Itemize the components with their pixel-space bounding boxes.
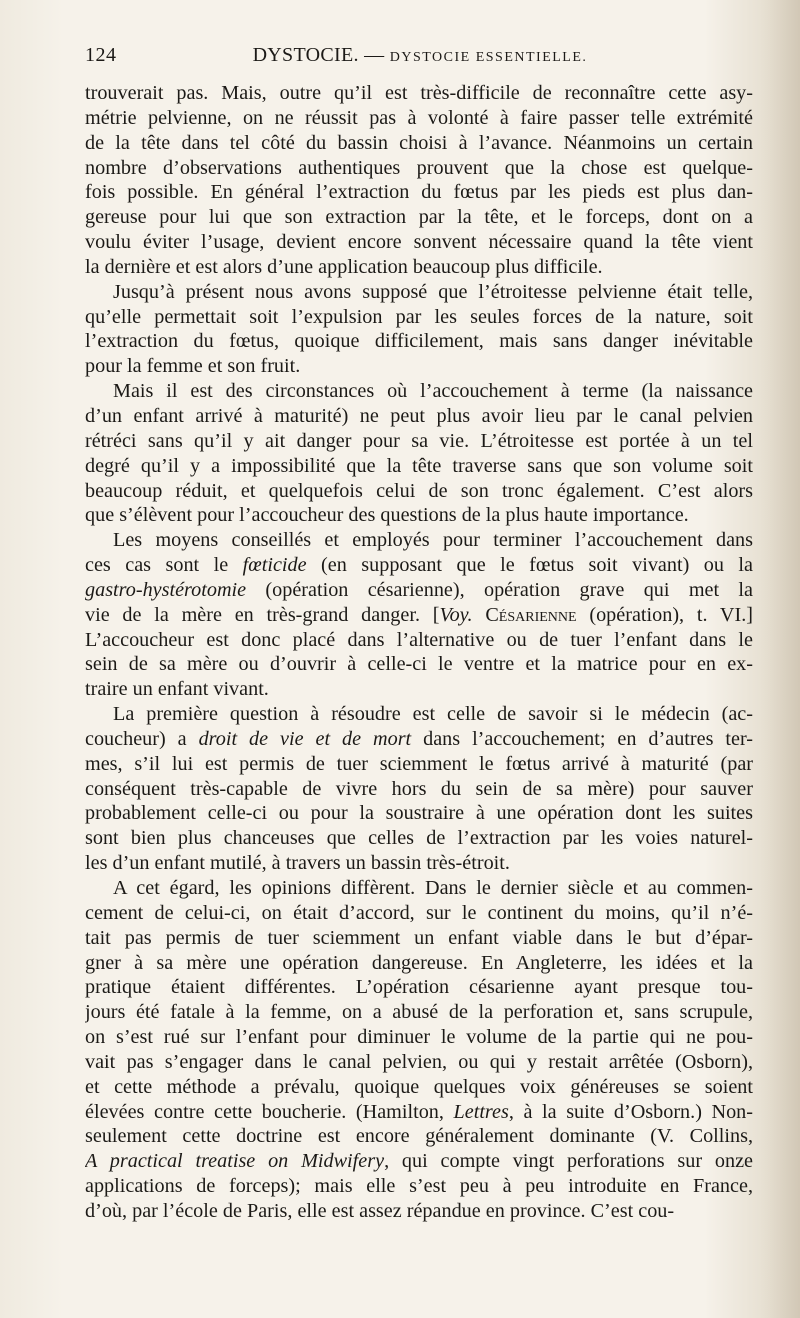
text-line bbox=[85, 1199, 753, 1224]
text-line bbox=[85, 230, 753, 255]
running-head-dash: — bbox=[364, 44, 385, 66]
italic-text: Voy. bbox=[439, 603, 473, 626]
line-text: tait pas permis de tuer sciemment un enfant viable dans le but d’épar- bbox=[85, 926, 753, 949]
text-line bbox=[85, 727, 753, 752]
line-text: jours été fatale à la femme, on a abusé de la perforation et, sans scrupule, bbox=[85, 1001, 753, 1024]
text-line bbox=[85, 1124, 753, 1149]
text-line bbox=[85, 851, 753, 876]
text-line bbox=[85, 752, 753, 777]
line-text-end: (en supposant que le fœtus soit vivant) ou la bbox=[306, 554, 753, 577]
line-text: probablement celle-ci ou pour la soustraire à une opération dont les suites bbox=[85, 802, 753, 825]
line-text: nombre d’observations authentiques prouvent que la chose est quelque- bbox=[85, 156, 753, 179]
line-text-start: élevées contre cette boucherie. (Hamilton, bbox=[85, 1100, 454, 1123]
line-text: d’un enfant arrivé à maturité) ne peut plus avoir lieu par le canal pelvien bbox=[85, 404, 753, 427]
text-line bbox=[85, 1000, 753, 1025]
text-line bbox=[85, 81, 753, 106]
line-text: de la tête dans tel côté du bassin choisi à l’avance. Néanmoins un certain bbox=[85, 131, 753, 154]
text-line bbox=[85, 1174, 753, 1199]
line-text-start: ces cas sont le bbox=[85, 554, 243, 577]
text-line bbox=[85, 1100, 753, 1125]
text-line bbox=[85, 429, 753, 454]
line-text: et cette méthode a prévalu, quoique quelques voix généreuses se soient bbox=[85, 1075, 753, 1098]
line-text: sont bien plus chanceuses que celles de l’extraction par les voies naturel- bbox=[85, 827, 753, 850]
line-text: traire un enfant vivant. bbox=[85, 678, 269, 701]
line-text: A cet égard, les opinions diffèrent. Dans le dernier siècle et au commen- bbox=[113, 877, 753, 899]
line-text: on s’est rué sur l’enfant pour diminuer le volume de la partie qui ne pou- bbox=[85, 1026, 753, 1049]
line-text: Mais il est des circonstances où l’accouchement à terme (la naissance bbox=[113, 380, 753, 403]
line-text: Jusqu’à présent nous avons supposé que l’étroitesse pelvienne était telle, bbox=[113, 280, 753, 303]
text-line bbox=[85, 205, 753, 230]
line-text: La première question à résoudre est celle de savoir si le médecin (ac- bbox=[113, 703, 753, 726]
line-text: métrie pelvienne, on ne réussit pas à volonté à faire passer telle extrémité bbox=[85, 106, 753, 129]
line-text: cement de celui-ci, on était d’accord, sur le continent du moins, qu’il n’é- bbox=[85, 901, 753, 924]
text-line bbox=[85, 479, 753, 504]
text-line bbox=[85, 603, 753, 628]
line-text: les d’un enfant mutilé, à travers un bassin très-étroit. bbox=[85, 852, 510, 875]
text-line bbox=[85, 951, 753, 976]
text-line bbox=[85, 876, 753, 901]
line-text: gereuse pour lui que son extraction par la tête, et le forceps, dont on a bbox=[85, 206, 753, 229]
text-line bbox=[85, 106, 753, 131]
line-text: voulu éviter l’usage, devient encore sonvent nécessaire quand la tête vient bbox=[85, 231, 753, 254]
line-text: trouverait pas. Mais, outre qu’il est très-difficile de reconnaître cette asy- bbox=[85, 82, 753, 104]
line-text: qu’elle permettait soit l’expulsion par les seules forces de la nature, soit bbox=[85, 305, 753, 328]
text-line bbox=[85, 901, 753, 926]
line-text: d’où, par l’école de Paris, elle est assez répandue en province. C’est cou- bbox=[85, 1199, 675, 1222]
line-text: applications de forceps); mais elle s’est peu à peu introduite en France, bbox=[85, 1175, 753, 1198]
line-text: degré qu’il y a impossibilité que la tête traverse sans que son volume soit bbox=[85, 454, 753, 477]
page-header bbox=[85, 44, 755, 74]
italic-text: gastro-hystérotomie bbox=[85, 578, 247, 601]
text-line bbox=[85, 329, 753, 354]
text-line bbox=[85, 628, 753, 653]
italic-text: Lettres bbox=[453, 1100, 509, 1123]
page-edge-shadow bbox=[760, 0, 800, 1318]
text-line bbox=[85, 652, 753, 677]
text-line bbox=[85, 926, 753, 951]
text-line bbox=[85, 578, 753, 603]
text-line bbox=[85, 677, 753, 702]
body-text bbox=[85, 81, 753, 1224]
line-text: pour la femme et son fruit. bbox=[85, 355, 301, 378]
line-text: gner à sa mère une opération dangereuse. En Angleterre, les idées et la bbox=[85, 951, 753, 974]
text-line bbox=[85, 305, 753, 330]
text-line bbox=[85, 280, 753, 305]
text-line bbox=[85, 826, 753, 851]
text-line bbox=[85, 180, 753, 205]
line-text: vait pas s’engager dans le canal pelvien, ou qui y restait arrêtée (Osborn), bbox=[85, 1050, 753, 1073]
line-text: la dernière et est alors d’une application beaucoup plus difficile. bbox=[85, 255, 603, 278]
line-text-end: (opération), t. VI.] bbox=[576, 603, 753, 626]
page-number: 124 bbox=[85, 44, 117, 66]
running-head-subtitle: DYSTOCIE ESSENTIELLE. bbox=[389, 50, 588, 65]
text-line bbox=[85, 404, 753, 429]
text-line bbox=[85, 454, 753, 479]
text-line bbox=[85, 801, 753, 826]
small-caps-text: Césarienne bbox=[472, 603, 577, 626]
italic-text: fœticide bbox=[242, 554, 307, 577]
text-line bbox=[85, 156, 753, 181]
text-line bbox=[85, 354, 753, 379]
text-line bbox=[85, 255, 753, 280]
line-text-end: dans l’accouchement; en d’autres ter- bbox=[411, 727, 753, 750]
text-line bbox=[85, 528, 753, 553]
text-line bbox=[85, 1149, 753, 1174]
text-line bbox=[85, 553, 753, 578]
text-line bbox=[85, 379, 753, 404]
line-text: L’accoucheur est donc placé dans l’alternative ou de tuer l’enfant dans le bbox=[85, 628, 753, 651]
line-text-end: , à la suite d’Osborn.) Non- bbox=[508, 1100, 753, 1123]
line-text: seulement cette doctrine est encore généralement dominante (V. Collins, bbox=[85, 1125, 753, 1148]
line-text-start: vie de la mère en très-grand danger. [ bbox=[85, 603, 440, 626]
line-text-end: (opération césarienne), opération grave qui met la bbox=[246, 578, 753, 601]
line-text: sein de sa mère ou d’ouvrir à celle-ci le ventre et la matrice pour en ex- bbox=[85, 653, 753, 676]
line-text: conséquent très-capable de vivre hors du sein de sa mère) pour sauver bbox=[85, 777, 753, 800]
text-line bbox=[85, 975, 753, 1000]
text-line bbox=[85, 1075, 753, 1100]
line-text: Les moyens conseillés et employés pour terminer l’accouchement dans bbox=[113, 529, 753, 552]
running-head-title: DYSTOCIE. bbox=[252, 44, 359, 66]
line-text: mes, s’il lui est permis de tuer sciemment le fœtus arrivé à maturité (par bbox=[85, 752, 753, 775]
running-head bbox=[85, 44, 755, 67]
line-text: fois possible. En général l’extraction du fœtus par les pieds est plus dan- bbox=[85, 181, 753, 204]
text-line bbox=[85, 503, 753, 528]
line-text: rétréci sans qu’il y ait danger pour sa vie. L’étroitesse est portée à un tel bbox=[85, 429, 753, 452]
italic-text: A practical treatise on Midwifery bbox=[85, 1150, 385, 1173]
line-text: pratique étaient différentes. L’opération césarienne ayant presque tou- bbox=[85, 976, 753, 999]
text-line bbox=[85, 1025, 753, 1050]
italic-text: droit de vie et de mort bbox=[198, 727, 412, 750]
text-line bbox=[85, 1050, 753, 1075]
line-text: beaucoup réduit, et quelquefois celui de son tronc également. C’est alors bbox=[85, 479, 753, 502]
text-line bbox=[85, 131, 753, 156]
line-text: que s’élèvent pour l’accoucheur des questions de la plus haute importance. bbox=[85, 504, 689, 527]
line-text-start: coucheur) a bbox=[85, 727, 199, 750]
text-line bbox=[85, 777, 753, 802]
line-text: l’extraction du fœtus, quoique difficilement, mais sans danger inévitable bbox=[85, 330, 753, 353]
text-line bbox=[85, 702, 753, 727]
line-text-end: , qui compte vingt perforations sur onze bbox=[384, 1150, 753, 1173]
